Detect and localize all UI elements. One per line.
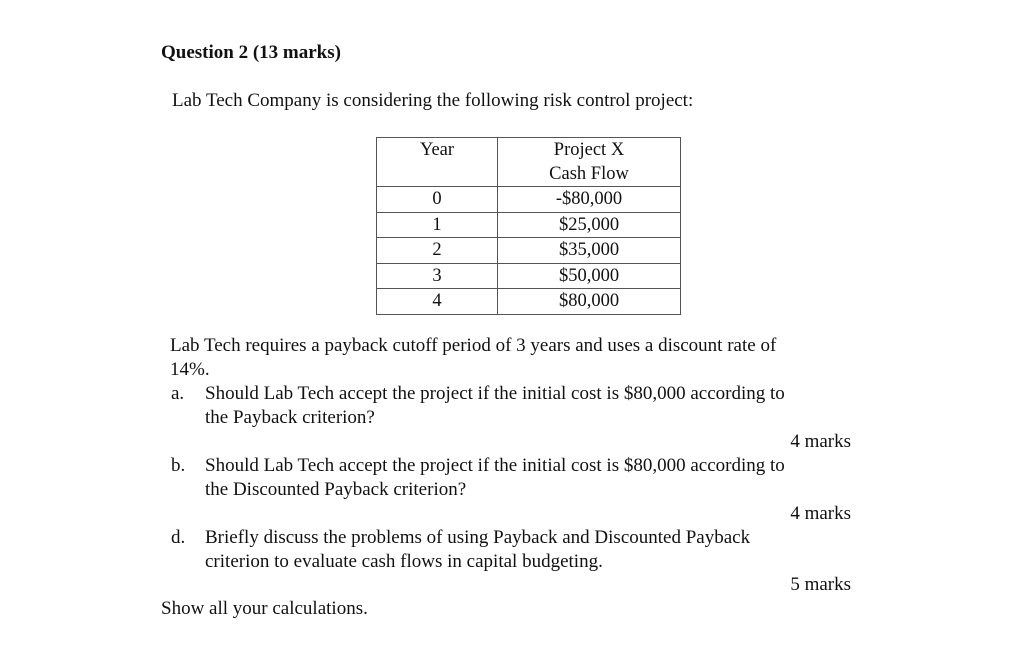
- part-d-line1: Briefly discuss the problems of using Payback and Discounted Payback: [205, 527, 751, 548]
- part-a-line1: Should Lab Tech accept the project if the initial cost is $80,000 according to: [205, 383, 785, 404]
- year-cell: 1: [377, 212, 498, 238]
- year-cell: 0: [377, 187, 498, 213]
- header-cash-flow: [498, 138, 681, 187]
- cash-flow-cell: -$80,000: [498, 187, 681, 213]
- part-d-line2: criterion to evaluate cash flows in capital budgeting.: [205, 551, 603, 572]
- cash-flow-table: [376, 137, 681, 315]
- year-cell: 4: [377, 289, 498, 315]
- part-a-line2: the Payback criterion?: [205, 407, 375, 428]
- part-b-marks: 4 marks: [790, 503, 851, 524]
- table-row: [377, 187, 681, 213]
- part-d-marks: 5 marks: [790, 574, 851, 595]
- footer-instruction: Show all your calculations.: [161, 598, 368, 619]
- part-d-label: d.: [171, 527, 186, 548]
- table-row: [377, 263, 681, 289]
- cash-flow-cell: $35,000: [498, 238, 681, 264]
- table-row: [377, 289, 681, 315]
- part-a-label: a.: [171, 383, 185, 404]
- cash-flow-cell: $80,000: [498, 289, 681, 315]
- header-cash-flow-line2: Cash Flow: [549, 164, 629, 184]
- part-b-line1: Should Lab Tech accept the project if the initial cost is $80,000 according to: [205, 455, 785, 476]
- year-cell: 3: [377, 263, 498, 289]
- header-cash-flow-line1: Project X: [553, 140, 625, 160]
- question-intro: Lab Tech Company is considering the following risk control project:: [172, 90, 694, 111]
- part-b-line2: the Discounted Payback criterion?: [205, 479, 467, 500]
- requirement-line2: 14%.: [170, 359, 210, 380]
- table-header-row: [377, 138, 681, 187]
- cash-flow-cell: $50,000: [498, 263, 681, 289]
- requirement-line1: Lab Tech requires a payback cutoff period of 3 years and uses a discount rate of: [170, 335, 777, 356]
- year-cell: 2: [377, 238, 498, 264]
- header-year: Year: [377, 138, 498, 187]
- table-row: [377, 238, 681, 264]
- part-a-marks: 4 marks: [790, 431, 851, 452]
- question-title: Question 2 (13 marks): [161, 42, 341, 63]
- part-b-label: b.: [171, 455, 186, 476]
- cash-flow-cell: $25,000: [498, 212, 681, 238]
- table-row: [377, 212, 681, 238]
